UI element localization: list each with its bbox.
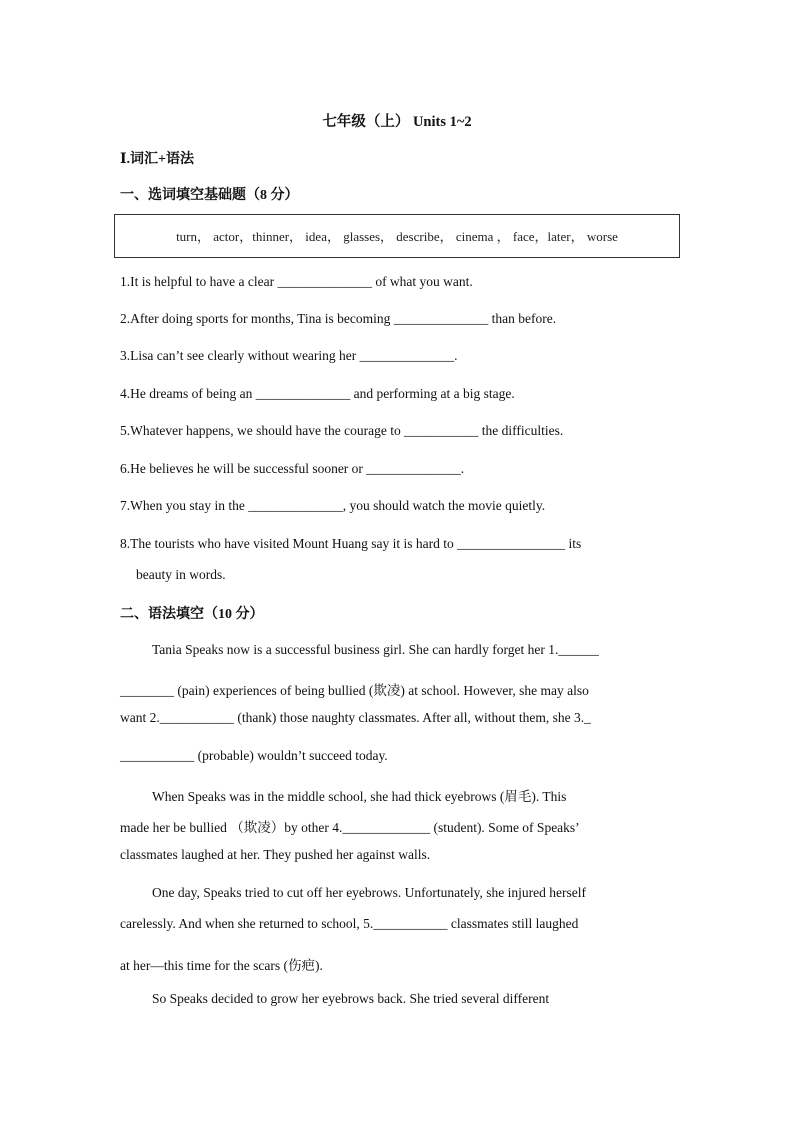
fill-item-3: 3.Lisa can’t see clearly without wearing her ______________. xyxy=(120,348,458,363)
fill-item-7: 7.When you stay in the ______________, you should watch the movie quietly. xyxy=(120,498,546,513)
word-bank-box xyxy=(114,214,680,258)
passage-line-6: made her be bullied （欺凌）by other 4._____________ (student). Some of Speaks’ xyxy=(120,820,580,835)
passage-line-8: One day, Speaks tried to cut off her eyebrows. Unfortunately, she injured herself xyxy=(152,885,586,900)
passage-line-2: ________ (pain) experiences of being bullied (欺凌) at school. However, she may also xyxy=(120,683,589,698)
fill-item-2: 2.After doing sports for months, Tina is becoming ______________ than before. xyxy=(120,311,557,326)
fill-item-8-continuation: beauty in words. xyxy=(136,567,226,582)
passage-line-1: Tania Speaks now is a successful business girl. She can hardly forget her 1.______ xyxy=(152,642,599,657)
passage-line-9: carelessly. And when she returned to school, 5.___________ classmates still laughed xyxy=(120,916,579,931)
passage-line-4: ___________ (probable) wouldn’t succeed today. xyxy=(120,748,388,763)
fill-item-8: 8.The tourists who have visited Mount Huang say it is hard to ________________ its xyxy=(120,536,582,551)
passage-line-7: classmates laughed at her. They pushed her against walls. xyxy=(120,847,431,862)
fill-item-4: 4.He dreams of being an ______________ and performing at a big stage. xyxy=(120,386,515,401)
fill-item-6: 6.He believes he will be successful sooner or ______________. xyxy=(120,461,465,476)
passage-line-10: at her—this time for the scars (伤疤). xyxy=(120,958,323,973)
passage-line-5: When Speaks was in the middle school, she had thick eyebrows (眉毛). This xyxy=(152,789,567,804)
page-title: 七年级（上） Units 1~2 xyxy=(322,114,472,130)
section-heading-vocab-grammar: Ⅰ.词汇+语法 xyxy=(120,152,195,167)
word-bank-text: turn， actor，thinner， idea， glasses， describe， cinema ， face，later， worse xyxy=(176,229,618,244)
passage-line-3: want 2.___________ (thank) those naughty classmates. After all, without them, she 3._ xyxy=(120,710,591,725)
part1-heading: 一、选词填空基础题（8 分） xyxy=(120,188,299,203)
passage-line-11: So Speaks decided to grow her eyebrows back. She tried several different xyxy=(152,991,550,1006)
fill-item-5: 5.Whatever happens, we should have the courage to ___________ the difficulties. xyxy=(120,423,564,438)
fill-item-1: 1.It is helpful to have a clear ______________ of what you want. xyxy=(120,274,473,289)
part2-heading: 二、语法填空（10 分） xyxy=(120,607,264,622)
